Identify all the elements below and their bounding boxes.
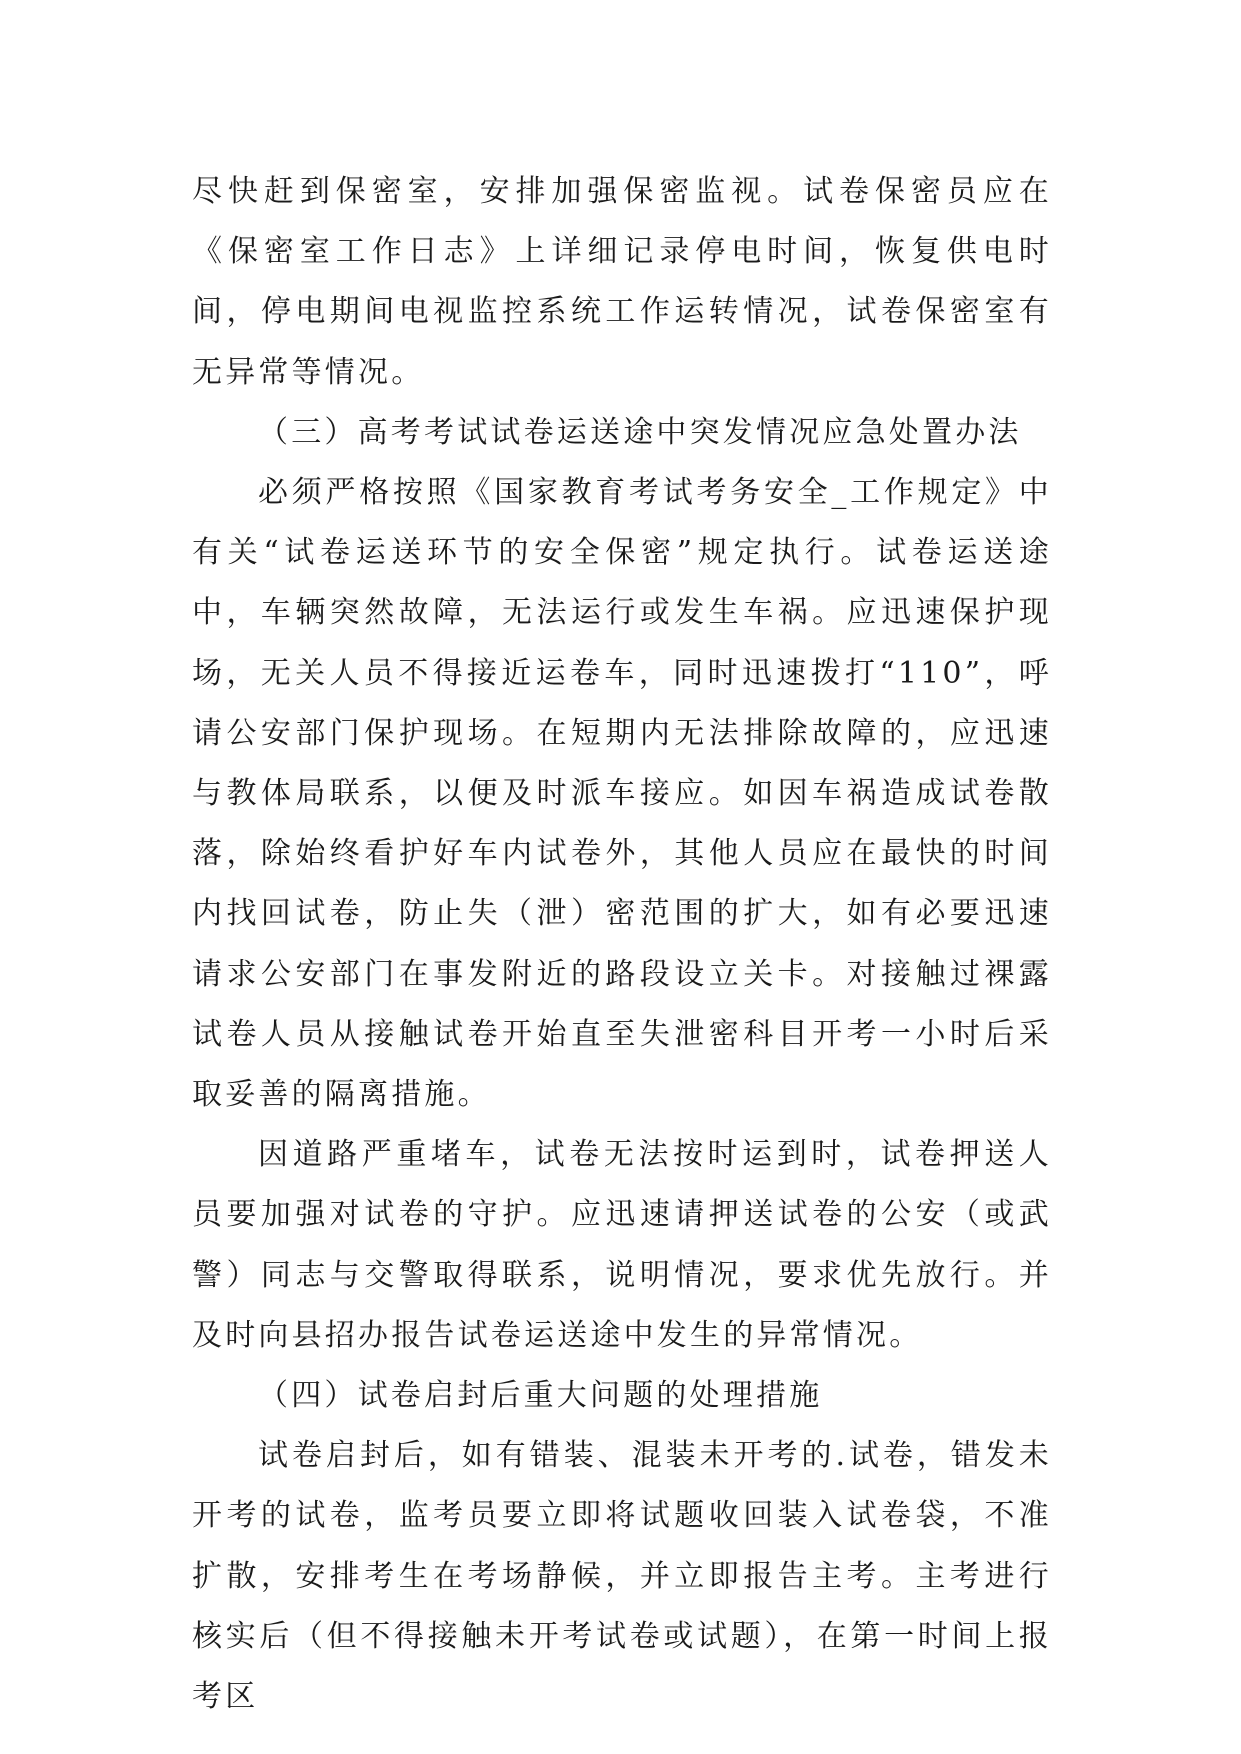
paragraph-after-unsealing: 试卷启封后，如有错装、混装未开考的.试卷，错发未开考的试卷，监考员要立即将试题收回装入试卷袋，不准扩散，安排考生在考场静候，并立即报告主考。主考进行核实后（但不得接触未开考试卷或试题），在第一时间上报考区 <box>192 1438 1052 1715</box>
section-heading-3: （三）高考考试试卷运送途中突发情况应急处置办法 <box>258 414 1022 450</box>
paragraph-transport-accident: 必须严格按照《国家教育考试考务安全_工作规定》中有关“试卷运送环节的安全保密”规定执行。试卷运送途中，车辆突然故障，无法运行或发生车祸。应迅速保护现场，无关人员不得接近运卷车，同时迅速拨打“110”，呼请公安部门保护现场。在短期内无法排除故障的，应迅速与教体局联系，以便及时派车接应。如因车祸造成试卷散落，除始终看护好车内试卷外，其他人员应在最快的时间内找回试卷，防止失（泄）密范围的扩大，如有必要迅速请求公安部门在事发附近的路段设立关卡。对接触过裸露试卷人员从接触试卷开始直至失泄密科目开考一小时后采取妥善的隔离措施。 <box>192 475 1052 1113</box>
section-heading-4: （四）试卷启封后重大问题的处理措施 <box>258 1378 823 1414</box>
document-body <box>192 162 1052 1727</box>
paragraph-power-outage-continued: 尽快赶到保密室，安排加强保密监视。试卷保密员应在《保密室工作日志》上详细记录停电时间，恢复供电时间，停电期间电视监控系统工作运转情况，试卷保密室有无异常等情况。 <box>192 174 1052 390</box>
paragraph-traffic-jam: 因道路严重堵车，试卷无法按时运到时，试卷押送人员要加强对试卷的守护。应迅速请押送试卷的公安（或武警）同志与交警取得联系，说明情况，要求优先放行。并及时向县招办报告试卷运送途中发生的异常情况。 <box>192 1137 1052 1353</box>
